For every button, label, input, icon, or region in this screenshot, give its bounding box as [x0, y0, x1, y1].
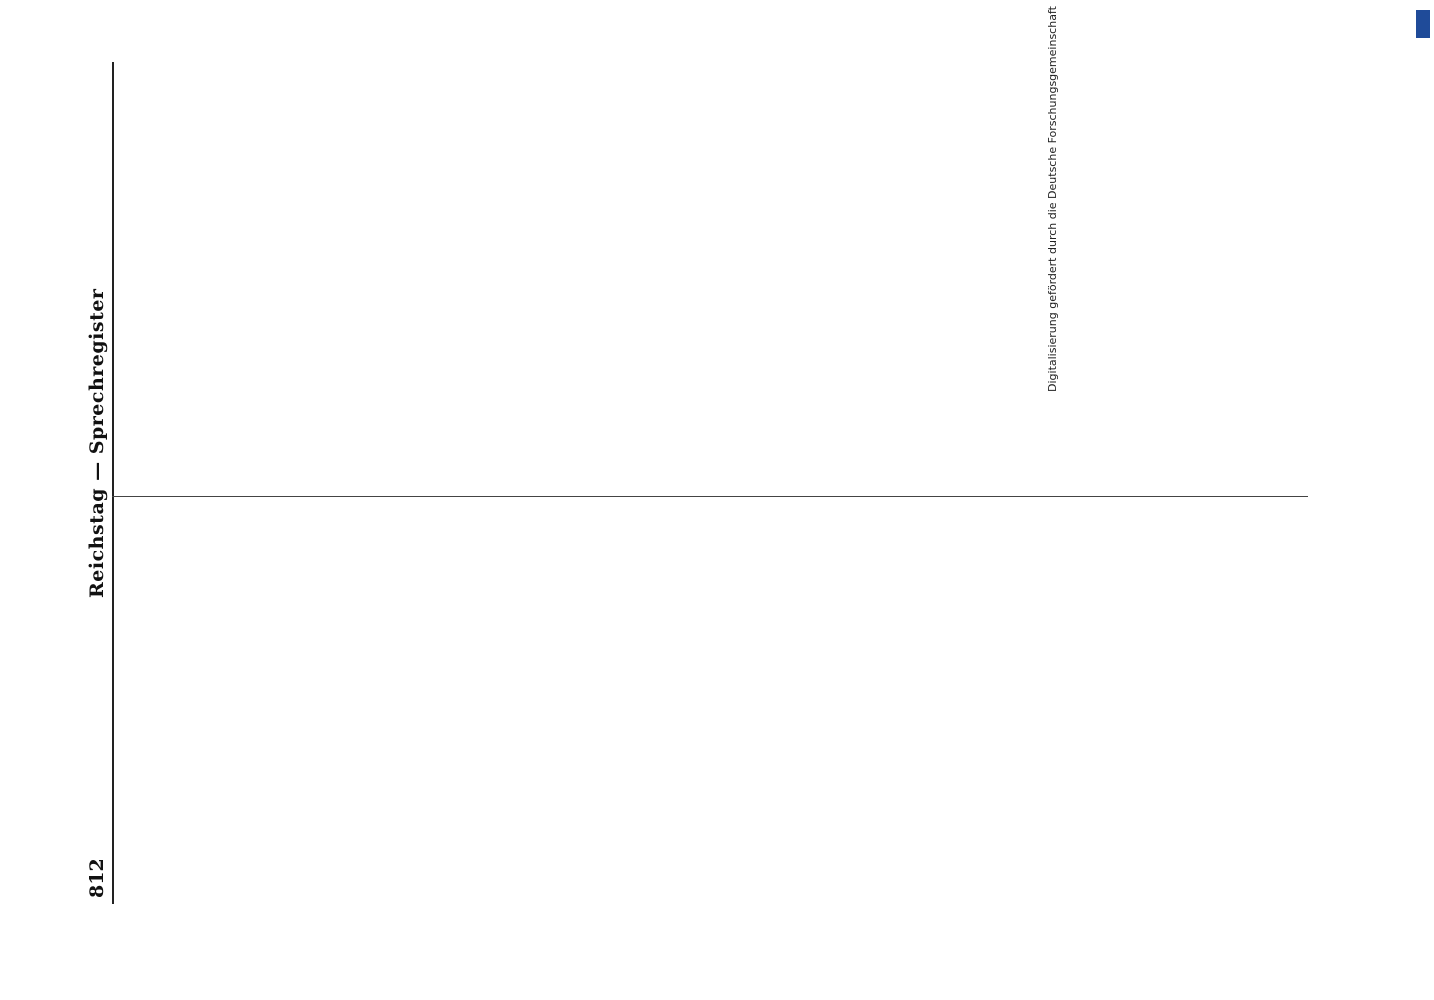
column-divider — [112, 496, 1308, 497]
digitization-note: Digitalisierung gefördert durch die Deutsche Forschungsgemeinschaft — [1046, 6, 1060, 392]
header-rule — [112, 62, 114, 904]
page-number: 812 — [86, 858, 108, 898]
register-column-left — [124, 504, 1304, 908]
register-column-right — [124, 72, 1304, 488]
dfg-logo — [1416, 10, 1430, 38]
running-header: Reichstag — Sprechregister — [86, 288, 108, 598]
